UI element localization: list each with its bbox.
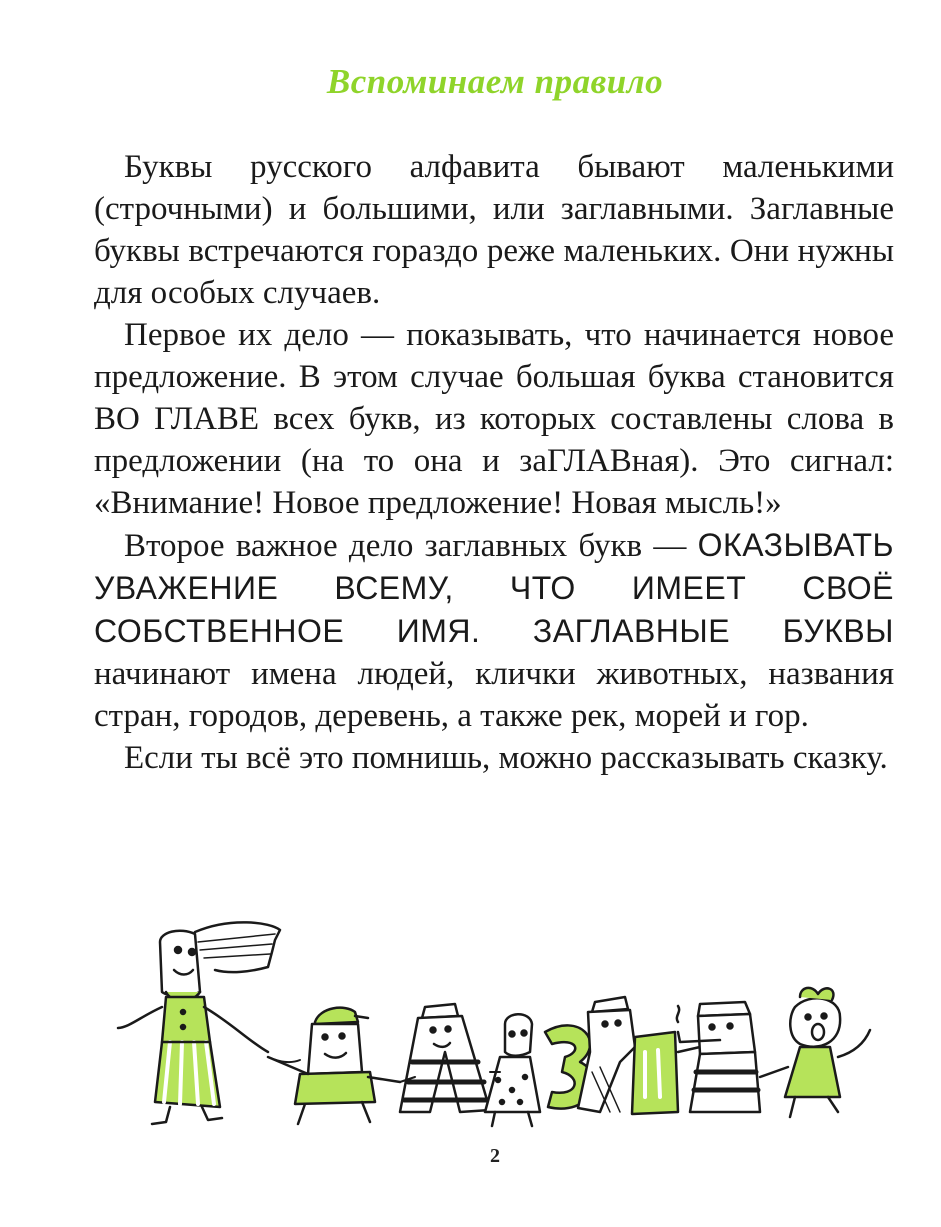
- paragraph-3: [94, 524, 894, 737]
- paragraph-2: Первое их дело — показывать, что начинается новое предложение. В этом случае большая буква становится ВО ГЛАВЕ всех букв, из которых составлены слова в предложении (на то она и заГЛАВная). Это сигнал: «Внимание! Новое предложение! Новая мысль!»: [94, 317, 894, 521]
- sailor-letter-figure: [400, 1004, 490, 1112]
- pipe-sailor-figure: [677, 1002, 760, 1112]
- paragraph-4: Если ты всё это помнишь, можно рассказывать сказку.: [124, 740, 888, 776]
- letters-parade-illustration: [100, 912, 900, 1132]
- paragraph-3-end: начинают имена людей, клички животных, названия стран, городов, деревень, а также рек, морей и гор.: [94, 656, 894, 734]
- lady-letter-figure: [118, 922, 280, 1124]
- page-number: 2: [490, 1145, 500, 1167]
- paragraph-3-start: Второе важное дело заглавных букв —: [124, 528, 698, 564]
- singing-girl-figure: [760, 988, 870, 1117]
- paragraph-1: Буквы русского алфавита бывают маленькими (строчными) и большими, или заглавными. Заглавные буквы встречаются гораздо реже маленьких. Они нужны для особых случаев.: [94, 149, 894, 311]
- paragraph-3-capitals: ОКАЗЫВАТЬ УВАЖЕНИЕ ВСЕМУ, ЧТО ИМЕЕТ СВОЁ СОБСТВЕННОЕ ИМЯ. ЗАГЛАВНЫЕ БУКВЫ: [94, 527, 894, 649]
- girl-letter-figure: [485, 1014, 540, 1126]
- boy-letter-figure: [268, 1008, 400, 1124]
- body-text: [94, 146, 894, 779]
- box-letter-figure: [632, 1032, 700, 1114]
- section-heading: Вспоминаем правило: [326, 62, 664, 101]
